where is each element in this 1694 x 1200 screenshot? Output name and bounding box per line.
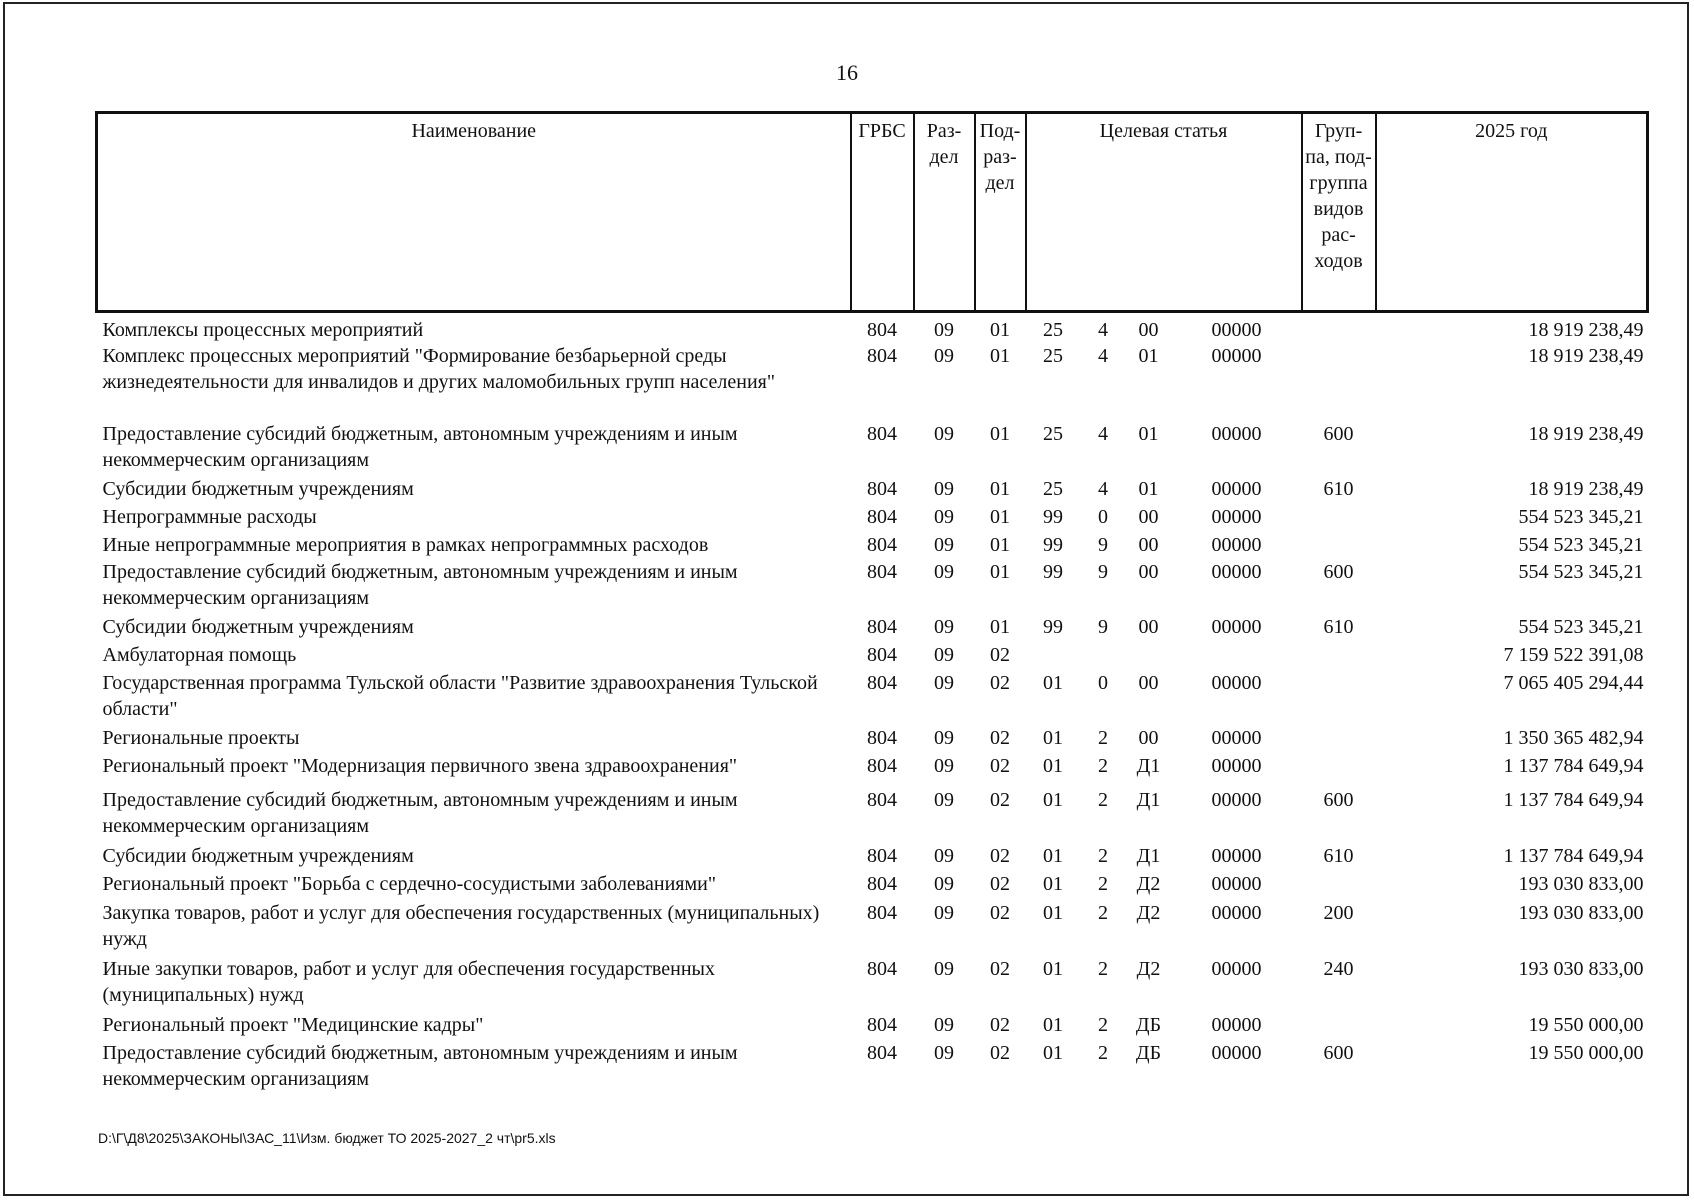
row-target-structure: 01	[1138, 478, 1159, 500]
table-row	[97, 843, 1648, 871]
row-expense-group: 600	[1323, 789, 1354, 811]
row-amount: 1 137 784 649,94	[1503, 789, 1644, 811]
row-amount: 554 523 345,21	[1518, 616, 1644, 638]
row-target-structure: 00	[1138, 727, 1159, 749]
row-target-type: 4	[1098, 345, 1108, 367]
row-grbs: 804	[867, 423, 897, 445]
row-expense-group: 200	[1323, 902, 1354, 924]
row-target-type: 2	[1098, 958, 1108, 980]
row-target-program: 01	[1043, 727, 1063, 749]
row-podrazdel: 02	[990, 958, 1010, 980]
row-amount: 18 919 238,49	[1528, 478, 1644, 500]
row-amount: 1 350 365 482,94	[1503, 727, 1644, 749]
row-podrazdel: 02	[990, 672, 1010, 694]
row-target-structure: 01	[1138, 345, 1159, 367]
header-podrazdel: Под- раз- дел	[975, 113, 1026, 312]
row-target-structure	[1126, 642, 1172, 670]
row-razdel: 09	[934, 561, 954, 583]
row-razdel: 09	[934, 345, 954, 367]
row-target-direction: 00000	[1211, 672, 1262, 694]
row-grbs: 804	[867, 789, 897, 811]
row-target-type: 2	[1098, 902, 1108, 924]
row-target-direction: 00000	[1211, 345, 1262, 367]
table-row	[97, 642, 1648, 670]
row-grbs: 804	[867, 672, 897, 694]
header-target: Целевая статья	[1026, 113, 1302, 312]
row-target-program: 99	[1043, 616, 1063, 638]
row-target-structure: Д1	[1136, 755, 1161, 777]
row-amount: 554 523 345,21	[1518, 506, 1644, 528]
row-razdel: 09	[934, 1014, 954, 1036]
row-target-type: 2	[1098, 789, 1108, 811]
table-row	[97, 312, 1648, 344]
row-expense-group	[1302, 504, 1376, 532]
table-body	[97, 312, 1648, 1096]
row-target-program: 01	[1043, 672, 1063, 694]
row-target-type: 2	[1098, 845, 1108, 867]
table-row	[97, 753, 1648, 787]
row-target-structure: 00	[1138, 561, 1159, 583]
row-name: Предоставление субсидий бюджетным, автономным учреждениям и иным некоммерческим организациям	[102, 1042, 738, 1090]
footer-file-path: D:\Г\Д8\2025\ЗАКОНЫ\ЗАС_11\Изм. бюджет ТО 2025-2027_2 чт\pr5.xls	[98, 1130, 556, 1146]
row-target-type: 4	[1098, 423, 1108, 445]
row-expense-group	[1302, 670, 1376, 725]
row-name: Комплексы процессных мероприятий	[102, 319, 424, 341]
row-target-direction: 00000	[1211, 616, 1262, 638]
row-expense-group: 600	[1323, 1042, 1354, 1064]
row-expense-group	[1302, 753, 1376, 787]
row-target-direction: 00000	[1211, 958, 1262, 980]
row-name: Субсидии бюджетным учреждениям	[102, 478, 414, 500]
row-grbs: 804	[867, 506, 897, 528]
row-target-type: 0	[1098, 506, 1108, 528]
row-name: Предоставление субсидий бюджетным, автономным учреждениям и иным некоммерческим организациям	[102, 423, 738, 471]
row-expense-group: 610	[1323, 616, 1354, 638]
row-razdel: 09	[934, 845, 954, 867]
row-name: Региональный проект "Борьба с сердечно-сосудистыми заболеваниями"	[102, 873, 717, 895]
row-razdel: 09	[934, 644, 954, 666]
row-target-direction: 00000	[1211, 534, 1262, 556]
row-grbs: 804	[867, 616, 897, 638]
row-target-structure: 00	[1138, 534, 1159, 556]
row-target-direction: 00000	[1211, 789, 1262, 811]
row-target-type: 2	[1098, 873, 1108, 895]
row-podrazdel: 01	[990, 345, 1010, 367]
row-target-direction: 00000	[1211, 845, 1262, 867]
row-target-direction: 00000	[1211, 873, 1262, 895]
row-razdel: 09	[934, 873, 954, 895]
row-amount: 7 065 405 294,44	[1503, 672, 1644, 694]
row-target-direction	[1172, 642, 1302, 670]
row-podrazdel: 01	[990, 534, 1010, 556]
row-name: Непрограммные расходы	[102, 506, 317, 528]
row-razdel: 09	[934, 616, 954, 638]
row-target-program: 01	[1043, 845, 1063, 867]
row-target-direction: 00000	[1211, 1042, 1262, 1064]
row-target-structure: ДБ	[1135, 1014, 1162, 1036]
header-name: Наименование	[97, 113, 851, 312]
row-target-program: 01	[1043, 1042, 1063, 1064]
row-target-type: 9	[1098, 534, 1108, 556]
row-target-direction: 00000	[1211, 423, 1262, 445]
row-grbs: 804	[867, 873, 897, 895]
row-podrazdel: 02	[990, 1014, 1010, 1036]
row-target-program: 99	[1043, 534, 1063, 556]
row-target-direction: 00000	[1211, 478, 1262, 500]
row-target-type: 0	[1098, 672, 1108, 694]
row-expense-group	[1302, 1012, 1376, 1040]
row-razdel: 09	[934, 534, 954, 556]
row-razdel: 09	[934, 727, 954, 749]
page-number: 16	[836, 60, 858, 85]
row-podrazdel: 01	[990, 616, 1010, 638]
row-name: Закупка товаров, работ и услуг для обеспечения государственных (муниципальных) нужд	[102, 902, 820, 950]
row-target-type: 2	[1098, 727, 1108, 749]
row-amount: 18 919 238,49	[1528, 319, 1644, 341]
row-grbs: 804	[867, 727, 897, 749]
row-podrazdel: 02	[990, 1042, 1010, 1064]
row-amount: 193 030 833,00	[1518, 902, 1644, 924]
row-amount: 554 523 345,21	[1518, 561, 1644, 583]
row-expense-group	[1302, 312, 1376, 344]
table-row	[97, 1040, 1648, 1095]
row-target-direction: 00000	[1211, 755, 1262, 777]
table-row	[97, 614, 1648, 642]
row-expense-group	[1302, 343, 1376, 421]
row-podrazdel: 01	[990, 478, 1010, 500]
row-name: Региональный проект "Модернизация первичного звена здравоохранения"	[102, 755, 738, 777]
row-name: Комплекс процессных мероприятий "Формирование безбарьерной среды жизнедеятельности для инвалидов и других маломобильных групп населения"	[102, 345, 776, 393]
row-podrazdel: 01	[990, 423, 1010, 445]
table-row	[97, 1012, 1648, 1040]
table-row	[97, 532, 1648, 559]
table-row	[97, 871, 1648, 900]
table-row	[97, 559, 1648, 614]
row-name: Иные непрограммные мероприятия в рамках непрограммных расходов	[102, 534, 709, 556]
row-target-program: 25	[1043, 319, 1063, 341]
row-target-program: 01	[1043, 958, 1063, 980]
row-name: Предоставление субсидий бюджетным, автономным учреждениям и иным некоммерческим организациям	[102, 561, 738, 609]
row-expense-group	[1302, 725, 1376, 753]
table-row	[97, 725, 1648, 753]
row-target-direction: 00000	[1211, 727, 1262, 749]
row-grbs: 804	[867, 561, 897, 583]
row-podrazdel: 02	[990, 789, 1010, 811]
row-amount: 193 030 833,00	[1518, 873, 1644, 895]
row-grbs: 804	[867, 1014, 897, 1036]
row-amount: 18 919 238,49	[1528, 423, 1644, 445]
row-razdel: 09	[934, 1042, 954, 1064]
row-target-direction: 00000	[1211, 319, 1262, 341]
table-row	[97, 504, 1648, 532]
row-target-direction: 00000	[1211, 561, 1262, 583]
row-name: Иные закупки товаров, работ и услуг для обеспечения государственных (муниципальных) нужд	[102, 958, 715, 1006]
row-target-structure: 00	[1138, 616, 1159, 638]
row-grbs: 804	[867, 958, 897, 980]
row-expense-group: 600	[1323, 423, 1354, 445]
row-expense-group	[1302, 532, 1376, 559]
row-target-type: 9	[1098, 616, 1108, 638]
row-grbs: 804	[867, 345, 897, 367]
row-razdel: 09	[934, 672, 954, 694]
row-amount: 1 137 784 649,94	[1503, 755, 1644, 777]
table-row	[97, 900, 1648, 956]
row-podrazdel: 01	[990, 506, 1010, 528]
row-razdel: 09	[934, 958, 954, 980]
row-podrazdel: 02	[990, 902, 1010, 924]
row-target-program: 25	[1043, 478, 1063, 500]
row-razdel: 09	[934, 755, 954, 777]
row-target-structure: Д1	[1136, 845, 1161, 867]
row-target-type	[1081, 642, 1126, 670]
row-target-structure: 01	[1138, 423, 1159, 445]
row-target-direction: 00000	[1211, 506, 1262, 528]
row-expense-group: 240	[1323, 958, 1354, 980]
row-amount: 19 550 000,00	[1528, 1042, 1644, 1064]
row-podrazdel: 02	[990, 755, 1010, 777]
row-grbs: 804	[867, 1042, 897, 1064]
row-target-type: 2	[1098, 1042, 1108, 1064]
row-podrazdel: 02	[990, 873, 1010, 895]
row-target-program: 01	[1043, 1014, 1063, 1036]
table-row	[97, 421, 1648, 476]
table-row	[97, 476, 1648, 504]
header-grbs: ГРБС	[851, 113, 914, 312]
row-name: Региональный проект "Медицинские кадры"	[102, 1014, 484, 1036]
row-target-structure: Д1	[1136, 789, 1161, 811]
row-target-type: 9	[1098, 561, 1108, 583]
row-name: Субсидии бюджетным учреждениям	[102, 845, 414, 867]
row-amount: 554 523 345,21	[1518, 534, 1644, 556]
table-row	[97, 956, 1648, 1012]
row-razdel: 09	[934, 319, 954, 341]
header-razdel: Раз- дел	[914, 113, 975, 312]
header-group: Груп- па, под- группа видов рас- ходов	[1302, 113, 1376, 312]
row-target-program	[1026, 642, 1081, 670]
row-amount: 1 137 784 649,94	[1503, 845, 1644, 867]
row-target-type: 4	[1098, 478, 1108, 500]
row-expense-group	[1302, 871, 1376, 900]
row-razdel: 09	[934, 506, 954, 528]
row-target-structure: 00	[1138, 506, 1159, 528]
row-target-program: 01	[1043, 902, 1063, 924]
row-name: Предоставление субсидий бюджетным, автономным учреждениям и иным некоммерческим организациям	[102, 789, 738, 837]
row-podrazdel: 02	[990, 644, 1010, 666]
row-target-program: 25	[1043, 345, 1063, 367]
row-razdel: 09	[934, 902, 954, 924]
row-grbs: 804	[867, 534, 897, 556]
row-target-program: 01	[1043, 789, 1063, 811]
row-grbs: 804	[867, 755, 897, 777]
row-target-type: 2	[1098, 755, 1108, 777]
row-name: Амбулаторная помощь	[102, 644, 297, 666]
row-target-structure: Д2	[1136, 873, 1161, 895]
row-name: Субсидии бюджетным учреждениям	[102, 616, 414, 638]
table-row	[97, 670, 1648, 725]
row-target-program: 01	[1043, 873, 1063, 895]
row-amount: 193 030 833,00	[1518, 958, 1644, 980]
row-target-structure: 00	[1138, 319, 1159, 341]
row-razdel: 09	[934, 478, 954, 500]
row-expense-group: 610	[1323, 478, 1354, 500]
row-podrazdel: 02	[990, 727, 1010, 749]
table-row	[97, 343, 1648, 421]
row-expense-group: 600	[1323, 561, 1354, 583]
row-expense-group	[1302, 642, 1376, 670]
row-grbs: 804	[867, 902, 897, 924]
table-header-row	[97, 113, 1648, 312]
row-target-structure: Д2	[1136, 958, 1161, 980]
row-amount: 19 550 000,00	[1528, 1014, 1644, 1036]
header-year: 2025 год	[1376, 113, 1648, 312]
table-row	[97, 787, 1648, 843]
budget-table	[95, 111, 1649, 1095]
row-name: Государственная программа Тульской области "Развитие здравоохранения Тульской области"	[102, 672, 818, 720]
row-razdel: 09	[934, 423, 954, 445]
row-target-program: 99	[1043, 561, 1063, 583]
row-target-direction: 00000	[1211, 902, 1262, 924]
row-razdel: 09	[934, 789, 954, 811]
row-grbs: 804	[867, 478, 897, 500]
row-name: Региональные проекты	[102, 727, 300, 749]
row-target-program: 01	[1043, 755, 1063, 777]
row-target-structure: ДБ	[1135, 1042, 1162, 1064]
row-grbs: 804	[867, 319, 897, 341]
row-expense-group: 610	[1323, 845, 1354, 867]
row-podrazdel: 01	[990, 561, 1010, 583]
row-target-type: 2	[1098, 1014, 1108, 1036]
row-grbs: 804	[867, 845, 897, 867]
row-amount: 7 159 522 391,08	[1503, 644, 1644, 666]
row-grbs: 804	[867, 644, 897, 666]
row-amount: 18 919 238,49	[1528, 345, 1644, 367]
row-target-program: 99	[1043, 506, 1063, 528]
row-podrazdel: 02	[990, 845, 1010, 867]
row-target-direction: 00000	[1211, 1014, 1262, 1036]
row-target-type: 4	[1098, 319, 1108, 341]
row-target-structure: Д2	[1136, 902, 1161, 924]
row-podrazdel: 01	[990, 319, 1010, 341]
row-target-structure: 00	[1138, 672, 1159, 694]
row-target-program: 25	[1043, 423, 1063, 445]
